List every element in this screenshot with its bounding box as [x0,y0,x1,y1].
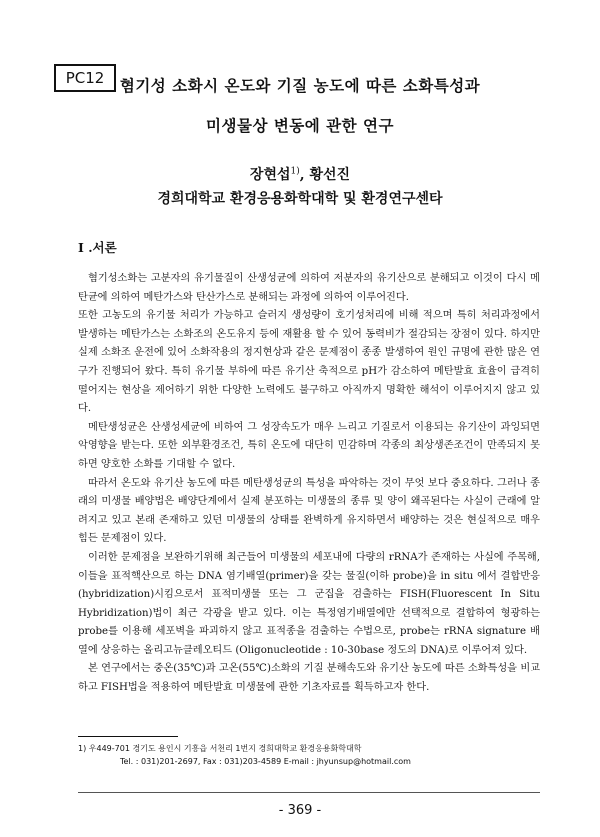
paragraph-2: 또한 고농도의 유기물 처리가 가능하고 슬러지 생성량이 호기성처리에 비해 적으며 특히 처리과정에서 발생하는 메탄가스는 소화조의 온도유지 등에 재활용 할 수 있어 동력비가 절감되는 장점이 있다. 하지만 실제 소화조 운전에 있어 소화작용의 정지현상과 같은 문제점이 종종 발생하여 원인 규명에 관한 많은 연구가 진행되어 왔다. 특히 유기물 부하에 따른 유기산 축적으로 pH가 감소하여 메탄발효 효율이 급격히 떨어지는 현상을 제어하기 위한 다양한 노력에도 불구하고 아직까지 명확한 해석이 이루어지지 않고 있다. [78,310,540,415]
footnote-line-2: Tel. : 031)201-2697, Fax : 031)203-4589 E-mail : jhyunsup@hotmail.com [120,757,411,766]
section-heading: I .서론 [78,240,117,255]
footnote-divider [78,736,178,737]
footnote-line-1: 1) 우449-701 경기도 용인시 기흥읍 서천리 1번지 경희대학교 환경응용화학대학 [78,744,362,753]
body-text [78,270,540,698]
title-line-1: 혐기성 소화시 온도와 기질 농도에 따른 소화특성과 [119,76,481,95]
paragraph-3: 메탄생성균은 산생성세균에 비하여 그 성장속도가 매우 느리고 기질로서 이용되는 유기산이 과잉되면 악영향을 받는다. 또한 외부환경조건, 특히 온도에 대단히 민감하며 각종의 최상생존조건이 만족되지 못하면 양호한 소화를 기대할 수 없다. [78,421,540,470]
author-line [0,164,600,184]
author-footnote-mark: 1) [290,166,300,177]
paragraph-6: 본 연구에서는 중온(35℃)과 고온(55℃)소화의 기질 분해속도와 유기산 농도에 따른 소화특성을 비교하고 FISH법을 적용하여 메탄발효 미생물에 관한 기초자료를 획득하고자 한다. [78,663,540,694]
paragraph-1: 혐기성소화는 고분자의 유기물질이 산생성균에 의하여 저분자의 유기산으로 분해되고 이것이 다시 메탄균에 의하여 메탄가스와 탄산가스로 분해되는 과정에 의하여 이루어진다. [78,273,540,303]
page-number: - 369 - [278,803,322,818]
affiliation: 경희대학교 환경응용화학대학 및 환경연구센타 [157,191,443,207]
author-name: 장현섭 [249,167,291,183]
paragraph-5: 이러한 문제점을 보완하기위해 최근들어 미생물의 세포내에 다량의 rRNA가 존재하는 사실에 주목해, 이들을 표적핵산으로 하는 DNA 염기배열(primer)을 갖는 물질(이하 probe)을 in situ 에서 결합반응(hybridization)시킴으로서 표적미생물 또는 그 군집을 검출하는 FISH(Fluorescent In Situ Hybridization)법이 최근 각광을 받고 있다. 이는 특정염기배열에만 선택적으로 결합하여 형광하는 probe를 이용해 세포벽을 파괴하지 않고 표적종을 검출하는 수법으로, probe는 rRNA signature 배열에 상응하는 올리고뉴클레오티드 (Oligonucleotide : 10-30base 정도의 DNA)로 이루어져 있다. [78,551,540,656]
session-code-badge: PC12 [54,64,116,92]
page-footer-divider [78,792,540,793]
paragraph-4: 따라서 온도와 유기산 농도에 따른 메탄생성균의 특성을 파악하는 것이 무엇 보다 중요하다. 그러나 종래의 미생물 배양법은 배양단계에서 실제 분포하는 미생물의 종류 및 양이 왜곡된다는 사실이 근래에 알려지고 있고 본래 존재하고 있던 미생물의 상태를 완벽하게 유지하면서 배양하는 것은 현실적으로 매우 힘든 문제점이 있다. [78,477,540,545]
title-line-2: 미생물상 변동에 관한 연구 [206,116,394,135]
author-rest: , 황선진 [299,167,351,183]
footnote [78,742,548,768]
